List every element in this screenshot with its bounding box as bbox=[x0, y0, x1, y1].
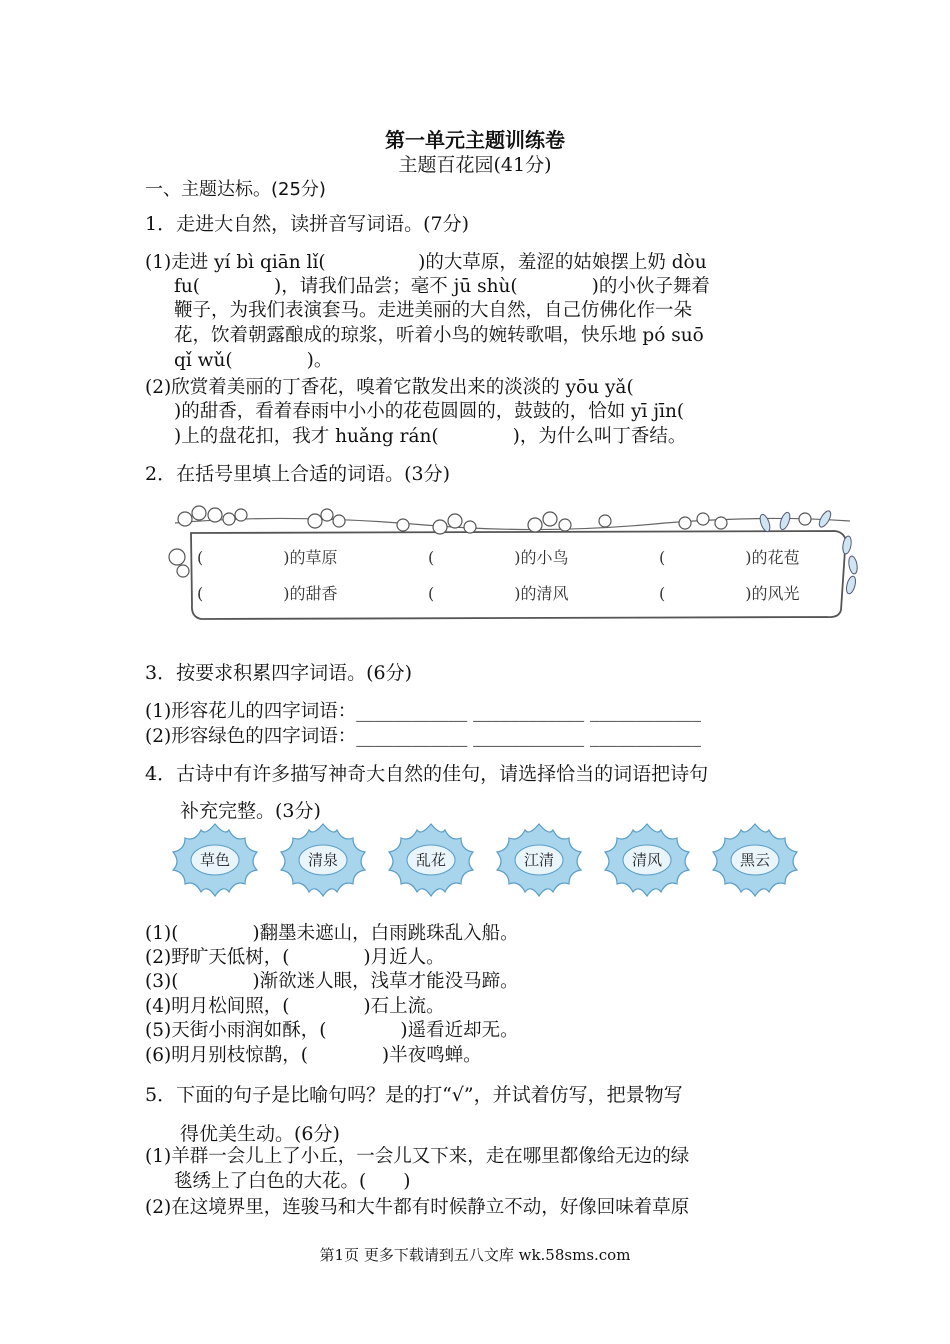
section-1-heading: 一、主题达标。(25分) bbox=[145, 179, 326, 200]
q1-p2-line2: )的甜香，看着春雨中小小的花苞圆圆的，鼓鼓的，恰如 yī jīn( bbox=[174, 401, 685, 422]
q4-line2: (2)野旷天低树，( )月近人。 bbox=[145, 947, 445, 968]
flower-frame bbox=[165, 505, 860, 625]
q5-line1: (1)羊群一会儿上了小丘，一会儿又下来，走在哪里都像给无边的绿 bbox=[145, 1146, 690, 1167]
word-2: 清泉 bbox=[307, 851, 339, 869]
q3-line1: (1)形容花儿的四字词语：____________ ____________ ____________ bbox=[145, 701, 701, 722]
fill-item-4: ( )的甜香 bbox=[197, 584, 338, 603]
q1-heading: 1．走进大自然，读拼音写词语。(7分) bbox=[145, 213, 470, 235]
q1-p1-line2: fu( )，请我们品尝；毫不 jū shù( )的小伙子舞着 bbox=[174, 276, 710, 297]
q4-line5: (5)天街小雨润如酥，( )遥看近却无。 bbox=[145, 1020, 519, 1041]
q1-p2-line1: (2)欣赏着美丽的丁香花，嗅着它散发出来的淡淡的 yōu yǎ( bbox=[145, 377, 634, 398]
q5-heading-line1: 5．下面的句子是比喻句吗？是的打“√”，并试着仿写，把景物写 bbox=[145, 1084, 683, 1106]
word-lotus-4 bbox=[497, 824, 581, 896]
q5-line2: 毯绣上了白色的大花。( ) bbox=[174, 1171, 411, 1192]
fill-item-3: ( )的花苞 bbox=[659, 548, 800, 567]
q1-p1-line1: (1)走进 yí bì qiān lǐ( )的大草原，羞涩的姑娘摆上奶 dòu bbox=[145, 252, 707, 273]
fill-item-5: ( )的清风 bbox=[428, 584, 569, 603]
q4-line1: (1)( )翻墨未遮山，白雨跳珠乱入船。 bbox=[145, 923, 519, 944]
word-6: 黑云 bbox=[739, 851, 771, 869]
word-lotus-2 bbox=[281, 824, 365, 896]
word-lotus-5 bbox=[605, 824, 689, 896]
word-4: 江清 bbox=[523, 851, 555, 869]
fill-item-2: ( )的小鸟 bbox=[428, 548, 569, 567]
q4-line4: (4)明月松间照，( )石上流。 bbox=[145, 996, 445, 1017]
q1-p1-line5: qǐ wǔ( )。 bbox=[174, 350, 333, 371]
word-bank bbox=[165, 820, 815, 900]
page-subtitle: 主题百花园(41分) bbox=[398, 154, 552, 176]
page-title: 第一单元主题训练卷 bbox=[385, 128, 565, 152]
q1-p1-line3: 鞭子，为我们表演套马。走进美丽的大自然，自己仿佛化作一朵 bbox=[174, 300, 693, 321]
word-lotus-1 bbox=[173, 824, 257, 896]
frame-border bbox=[191, 531, 846, 619]
q4-line3: (3)( )渐欲迷人眼，浅草才能没马蹄。 bbox=[145, 971, 519, 992]
word-5: 清风 bbox=[631, 851, 663, 869]
page-footer: 第1页 更多下载请到五八文库 wk.58sms.com bbox=[319, 1246, 631, 1264]
q2-heading: 2．在括号里填上合适的词语。(3分) bbox=[145, 463, 451, 485]
q5-line3: (2)在这境界里，连骏马和大牛都有时候静立不动，好像回味着草原 bbox=[145, 1197, 690, 1218]
q1-p1-line4: 花，饮着朝露酿成的琼浆，听着小鸟的婉转歌唱，快乐地 pó suō bbox=[174, 325, 704, 346]
q1-p2-line3: )上的盘花扣，我才 huǎng rán( )，为什么叫丁香结。 bbox=[174, 426, 687, 447]
word-1: 草色 bbox=[199, 851, 231, 869]
q5-heading-line2: 得优美生动。(6分) bbox=[180, 1123, 340, 1145]
q4-heading-line1: 4．古诗中有许多描写神奇大自然的佳句，请选择恰当的词语把诗句 bbox=[145, 763, 709, 785]
q3-heading: 3．按要求积累四字词语。(6分) bbox=[145, 662, 413, 684]
q4-heading-line2: 补充完整。(3分) bbox=[180, 800, 321, 822]
fill-item-1: ( )的草原 bbox=[197, 548, 338, 567]
frame-vine bbox=[175, 518, 850, 529]
word-lotus-3 bbox=[389, 824, 473, 896]
word-lotus-6 bbox=[713, 824, 797, 896]
fill-item-6: ( )的风光 bbox=[659, 584, 800, 603]
q4-line6: (6)明月别枝惊鹊，( )半夜鸣蝉。 bbox=[145, 1045, 482, 1066]
word-3: 乱花 bbox=[415, 851, 447, 869]
q3-line2: (2)形容绿色的四字词语：____________ ____________ ____________ bbox=[145, 726, 701, 747]
